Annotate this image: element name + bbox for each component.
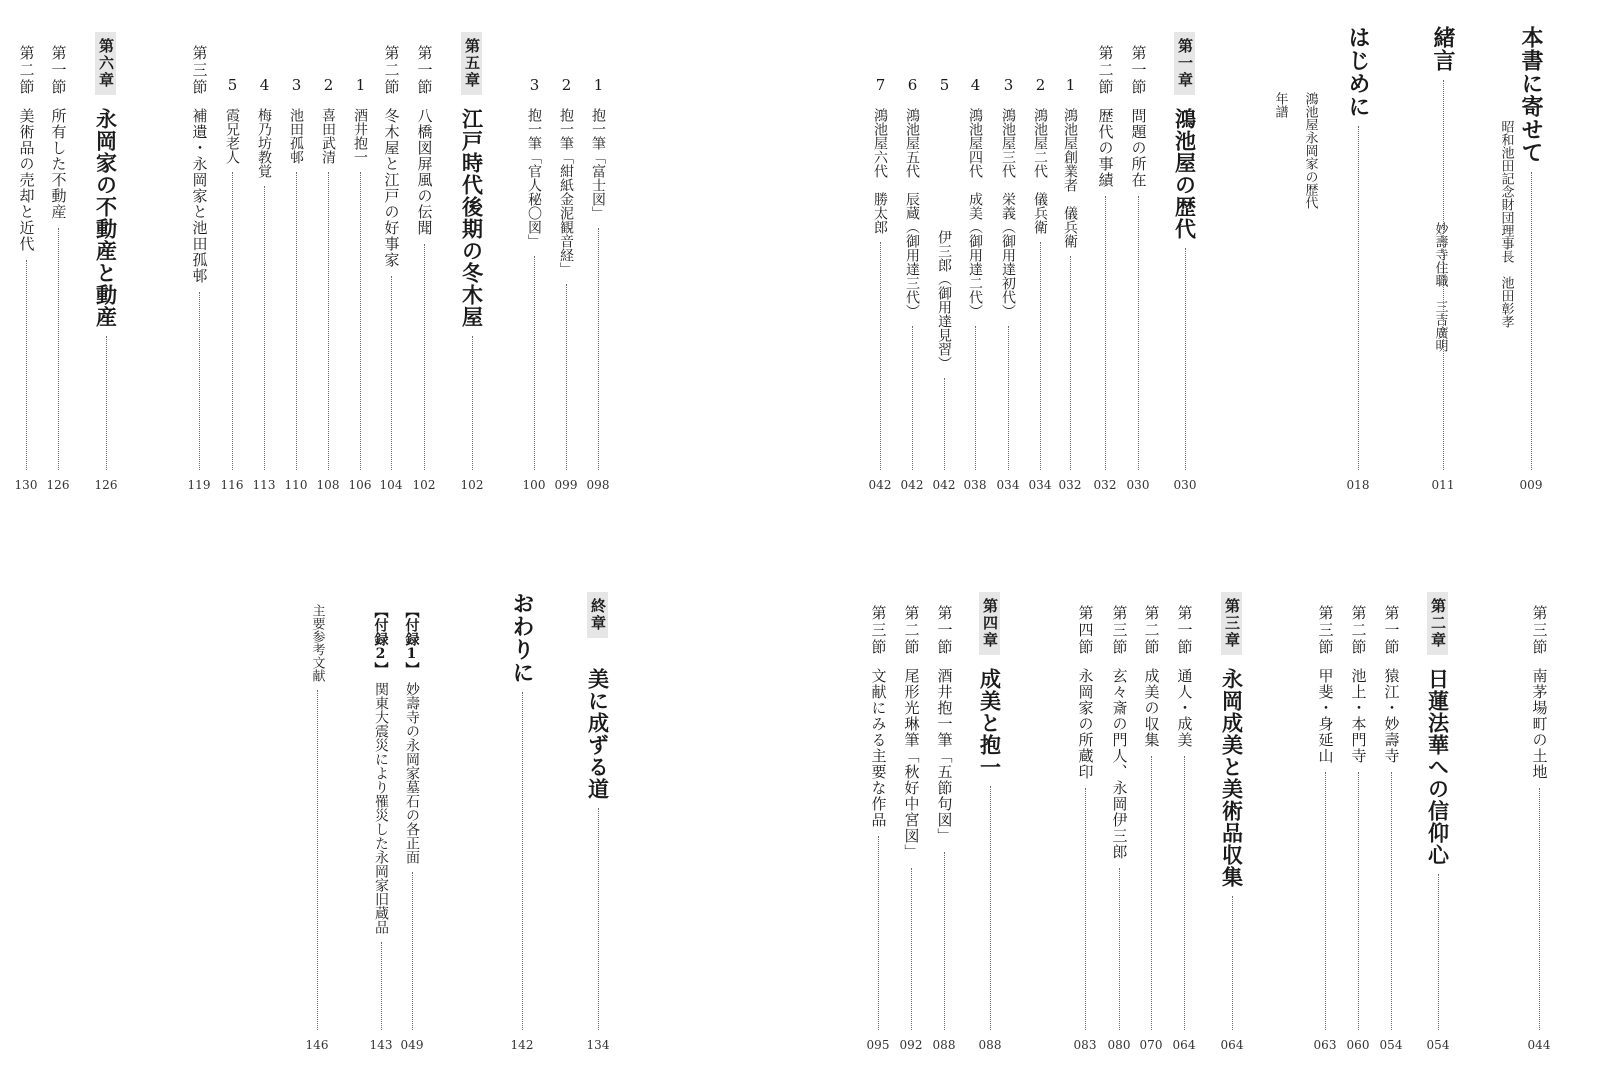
chapter-title: 成美と抱一 [977, 668, 1003, 778]
entry-title: 玄々斎の門人、永岡伊三郎 [1110, 668, 1129, 860]
section-label: 第一節 [1129, 45, 1148, 96]
entry-title: 酒井抱一 [352, 108, 368, 164]
page-number: 126 [46, 478, 70, 492]
item-number: 2 [1031, 76, 1050, 94]
page-number: 083 [1073, 1038, 1097, 1052]
page-number: 080 [1107, 1038, 1131, 1052]
dot-leader [1070, 256, 1071, 470]
page-number: 119 [187, 478, 211, 492]
page-number: 049 [400, 1038, 424, 1052]
section-label: 第一節 [1382, 605, 1401, 656]
dot-leader [975, 326, 976, 470]
item-number: 5 [223, 76, 242, 94]
page-number: 063 [1313, 1038, 1337, 1052]
dot-leader [58, 228, 59, 470]
page-number: 113 [252, 478, 276, 492]
page-number: 011 [1431, 478, 1455, 492]
entry-title: 梅乃坊教覚 [256, 108, 272, 178]
dot-leader [522, 692, 523, 1030]
dot-leader [598, 808, 599, 1030]
dot-leader [1531, 172, 1532, 470]
section-label: 第一節 [415, 45, 434, 96]
chapter-title: 本書に寄せて [1518, 26, 1544, 164]
entry-title: 通人・成美 [1175, 668, 1194, 748]
chapter-title: はじめに [1345, 26, 1371, 118]
entry-title: 酒井抱一筆「五節句図」 [935, 668, 954, 844]
page-number: 060 [1346, 1038, 1370, 1052]
entry-title: 鴻池屋創業者 儀兵衛 [1062, 108, 1078, 248]
section-label: 第四節 [1076, 605, 1095, 656]
dot-leader [911, 868, 912, 1030]
entry-title: 霞兄老人 [224, 108, 240, 164]
chapter-label: 第三章 [1221, 592, 1242, 655]
chapter-label: 第一章 [1174, 32, 1195, 95]
item-number: 3 [999, 76, 1018, 94]
section-label: 第二節 [902, 605, 921, 656]
entry-title: 抱一筆「富士図」 [590, 108, 606, 220]
section-label: 第三節 [1110, 605, 1129, 656]
page-number: 018 [1346, 478, 1370, 492]
entry-title: 池田孤邨 [288, 108, 304, 164]
page-number: 146 [305, 1038, 329, 1052]
entry-title: 主要参考文献 [309, 604, 325, 682]
item-number: 4 [255, 76, 274, 94]
page-number: 134 [586, 1038, 610, 1052]
entry-title: 所有した不動産 [49, 108, 68, 220]
item-number: 5 [935, 76, 954, 94]
item-number: 1 [1061, 76, 1080, 94]
chapter-title: 美に成ずる道 [585, 668, 611, 800]
entry-title: 永岡家の所蔵印 [1076, 668, 1095, 780]
section-label: 第三節 [1530, 605, 1549, 656]
page-number: 143 [369, 1038, 393, 1052]
dot-leader [391, 276, 392, 470]
page-number: 088 [932, 1038, 956, 1052]
section-label: 第二節 [1349, 605, 1368, 656]
chapter-label: 第四章 [979, 592, 1000, 655]
section-label: 第三節 [869, 605, 888, 656]
dot-leader [1119, 868, 1120, 1030]
entry-title: 補遺・永岡家と池田孤邨 [190, 108, 209, 284]
dot-leader [990, 786, 991, 1030]
page-number: 098 [586, 478, 610, 492]
page-number: 030 [1126, 478, 1150, 492]
dot-leader [199, 292, 200, 470]
item-number: 6 [903, 76, 922, 94]
section-label: 第二節 [1096, 45, 1115, 96]
chapter-title: おわりに [509, 592, 535, 684]
page-number: 030 [1173, 478, 1197, 492]
dot-leader [534, 256, 535, 470]
dot-leader [1040, 242, 1041, 470]
item-number: 4 [966, 76, 985, 94]
page-number: 110 [284, 478, 308, 492]
entry-title: 成美の収集 [1142, 668, 1161, 748]
item-number: 2 [557, 76, 576, 94]
section-label: 第一節 [1175, 605, 1194, 656]
dot-leader [1438, 874, 1439, 1030]
dot-leader [1325, 772, 1326, 1030]
entry-title: 昭和池田記念財団理事長 池田彰孝 [1498, 120, 1514, 328]
section-label: 第一節 [49, 45, 68, 96]
dot-leader [878, 836, 879, 1030]
dot-leader [424, 244, 425, 470]
dot-leader [944, 852, 945, 1030]
item-number: 3 [525, 76, 544, 94]
dot-leader [1358, 772, 1359, 1030]
dot-leader [317, 690, 318, 1030]
entry-title: 八橋図屏風の伝聞 [415, 108, 434, 236]
dot-leader [1184, 756, 1185, 1030]
entry-title: 関東大震災により罹災した永岡家旧蔵品 [373, 682, 389, 934]
page-number: 070 [1139, 1038, 1163, 1052]
dot-leader [1008, 326, 1009, 470]
chapter-label: 第六章 [95, 32, 116, 95]
dot-leader [328, 172, 329, 470]
page-number: 102 [412, 478, 436, 492]
appendix-label: 【付録1】 [403, 604, 420, 676]
page-number: 032 [1093, 478, 1117, 492]
chapter-title: 江戸時代後期の冬木屋 [459, 108, 485, 328]
page-number: 102 [460, 478, 484, 492]
chapter-label: 終章 [587, 592, 608, 638]
page-number: 106 [348, 478, 372, 492]
dot-leader [1138, 196, 1139, 470]
page-number: 095 [866, 1038, 890, 1052]
page-number: 064 [1172, 1038, 1196, 1052]
dot-leader [1358, 126, 1359, 470]
dot-leader [296, 172, 297, 470]
entry-title: 美術品の売却と近代 [17, 108, 36, 252]
item-number: 1 [589, 76, 608, 94]
entry-title: 文献にみる主要な作品 [869, 668, 888, 828]
dot-leader [1539, 788, 1540, 1030]
page-number: 126 [94, 478, 118, 492]
page-number: 108 [316, 478, 340, 492]
page-number: 009 [1519, 478, 1543, 492]
section-label: 第二節 [1142, 605, 1161, 656]
page-number: 088 [978, 1038, 1002, 1052]
page-number: 142 [510, 1038, 534, 1052]
entry-title: 冬木屋と江戸の好事家 [382, 108, 401, 268]
chapter-title: 永岡家の不動産と動産 [93, 108, 119, 328]
section-label: 第二節 [382, 45, 401, 96]
item-number: 1 [351, 76, 370, 94]
item-number: 2 [319, 76, 338, 94]
dot-leader [26, 260, 27, 470]
entry-title: 妙壽寺の永岡家墓石の各正面 [404, 682, 420, 864]
chapter-label: 第二章 [1427, 592, 1448, 655]
chapter-title: 永岡成美と美術品収集 [1219, 668, 1245, 888]
page-number: 034 [1028, 478, 1052, 492]
entry-title: 問題の所在 [1129, 108, 1148, 188]
dot-leader [360, 172, 361, 470]
dot-leader [264, 186, 265, 470]
entry-title: 猿江・妙壽寺 [1382, 668, 1401, 764]
appendix-label: 【付録2】 [372, 604, 389, 676]
page-number: 034 [996, 478, 1020, 492]
dot-leader [598, 228, 599, 470]
dot-leader [412, 872, 413, 1030]
entry-title: 池上・本門寺 [1349, 668, 1368, 764]
entry-title: 歴代の事績 [1096, 108, 1115, 188]
entry-title: 伊三郎（御用達見習） [936, 230, 952, 370]
section-label: 第二節 [17, 45, 36, 96]
entry-title: 尾形光琳筆「秋好中宮図」 [902, 668, 921, 860]
dot-leader [1085, 788, 1086, 1030]
dot-leader [912, 326, 913, 470]
entry-title: 喜田武清 [320, 108, 336, 164]
entry-title: 鴻池屋二代 儀兵衛 [1032, 108, 1048, 234]
entry-title: 年譜 [1272, 92, 1288, 118]
page-number: 042 [900, 478, 924, 492]
page-number: 092 [899, 1038, 923, 1052]
dot-leader [1105, 196, 1106, 470]
dot-leader [106, 336, 107, 470]
page-number: 116 [220, 478, 244, 492]
page-number: 130 [14, 478, 38, 492]
dot-leader [1232, 896, 1233, 1030]
section-label: 第一節 [935, 605, 954, 656]
dot-leader [1391, 772, 1392, 1030]
dot-leader [1185, 248, 1186, 470]
page-number: 054 [1426, 1038, 1450, 1052]
dot-leader [381, 942, 382, 1030]
page-number: 064 [1220, 1038, 1244, 1052]
dot-leader [880, 242, 881, 470]
dot-leader [472, 336, 473, 470]
chapter-title: 緒言 [1430, 26, 1456, 72]
entry-title: 鴻池屋永岡家の歴代 [1302, 92, 1318, 209]
page-number: 032 [1058, 478, 1082, 492]
page-number: 042 [868, 478, 892, 492]
entry-title: 抱一筆「紺紙金泥観音経」 [558, 108, 574, 276]
entry-title: 甲斐・身延山 [1316, 668, 1335, 764]
chapter-title: 日蓮法華への信仰心 [1425, 668, 1451, 866]
entry-title: 鴻池屋五代 辰蔵（御用達三代） [904, 108, 920, 318]
entry-title: 南茅場町の土地 [1530, 668, 1549, 780]
chapter-title: 鴻池屋の歴代 [1172, 108, 1198, 240]
section-label: 第三節 [1316, 605, 1335, 656]
section-label: 第三節 [190, 45, 209, 96]
page-number: 038 [963, 478, 987, 492]
item-number: 7 [871, 76, 890, 94]
page-number: 044 [1527, 1038, 1551, 1052]
entry-title: 鴻池屋三代 栄義（御用達初代） [1000, 108, 1016, 318]
entry-title: 妙壽寺住職 三吉廣明 [1432, 222, 1448, 352]
dot-leader [1151, 756, 1152, 1030]
chapter-label: 第五章 [461, 32, 482, 95]
page-number: 104 [379, 478, 403, 492]
dot-leader [944, 378, 945, 470]
dot-leader [232, 172, 233, 470]
entry-title: 抱一筆「官人秘〇図」 [526, 108, 542, 248]
page-number: 054 [1379, 1038, 1403, 1052]
item-number: 3 [287, 76, 306, 94]
page-number: 099 [554, 478, 578, 492]
entry-title: 鴻池屋六代 勝太郎 [872, 108, 888, 234]
page-number: 100 [522, 478, 546, 492]
dot-leader [566, 284, 567, 470]
entry-title: 鴻池屋四代 成美（御用達二代） [967, 108, 983, 318]
page-number: 042 [932, 478, 956, 492]
